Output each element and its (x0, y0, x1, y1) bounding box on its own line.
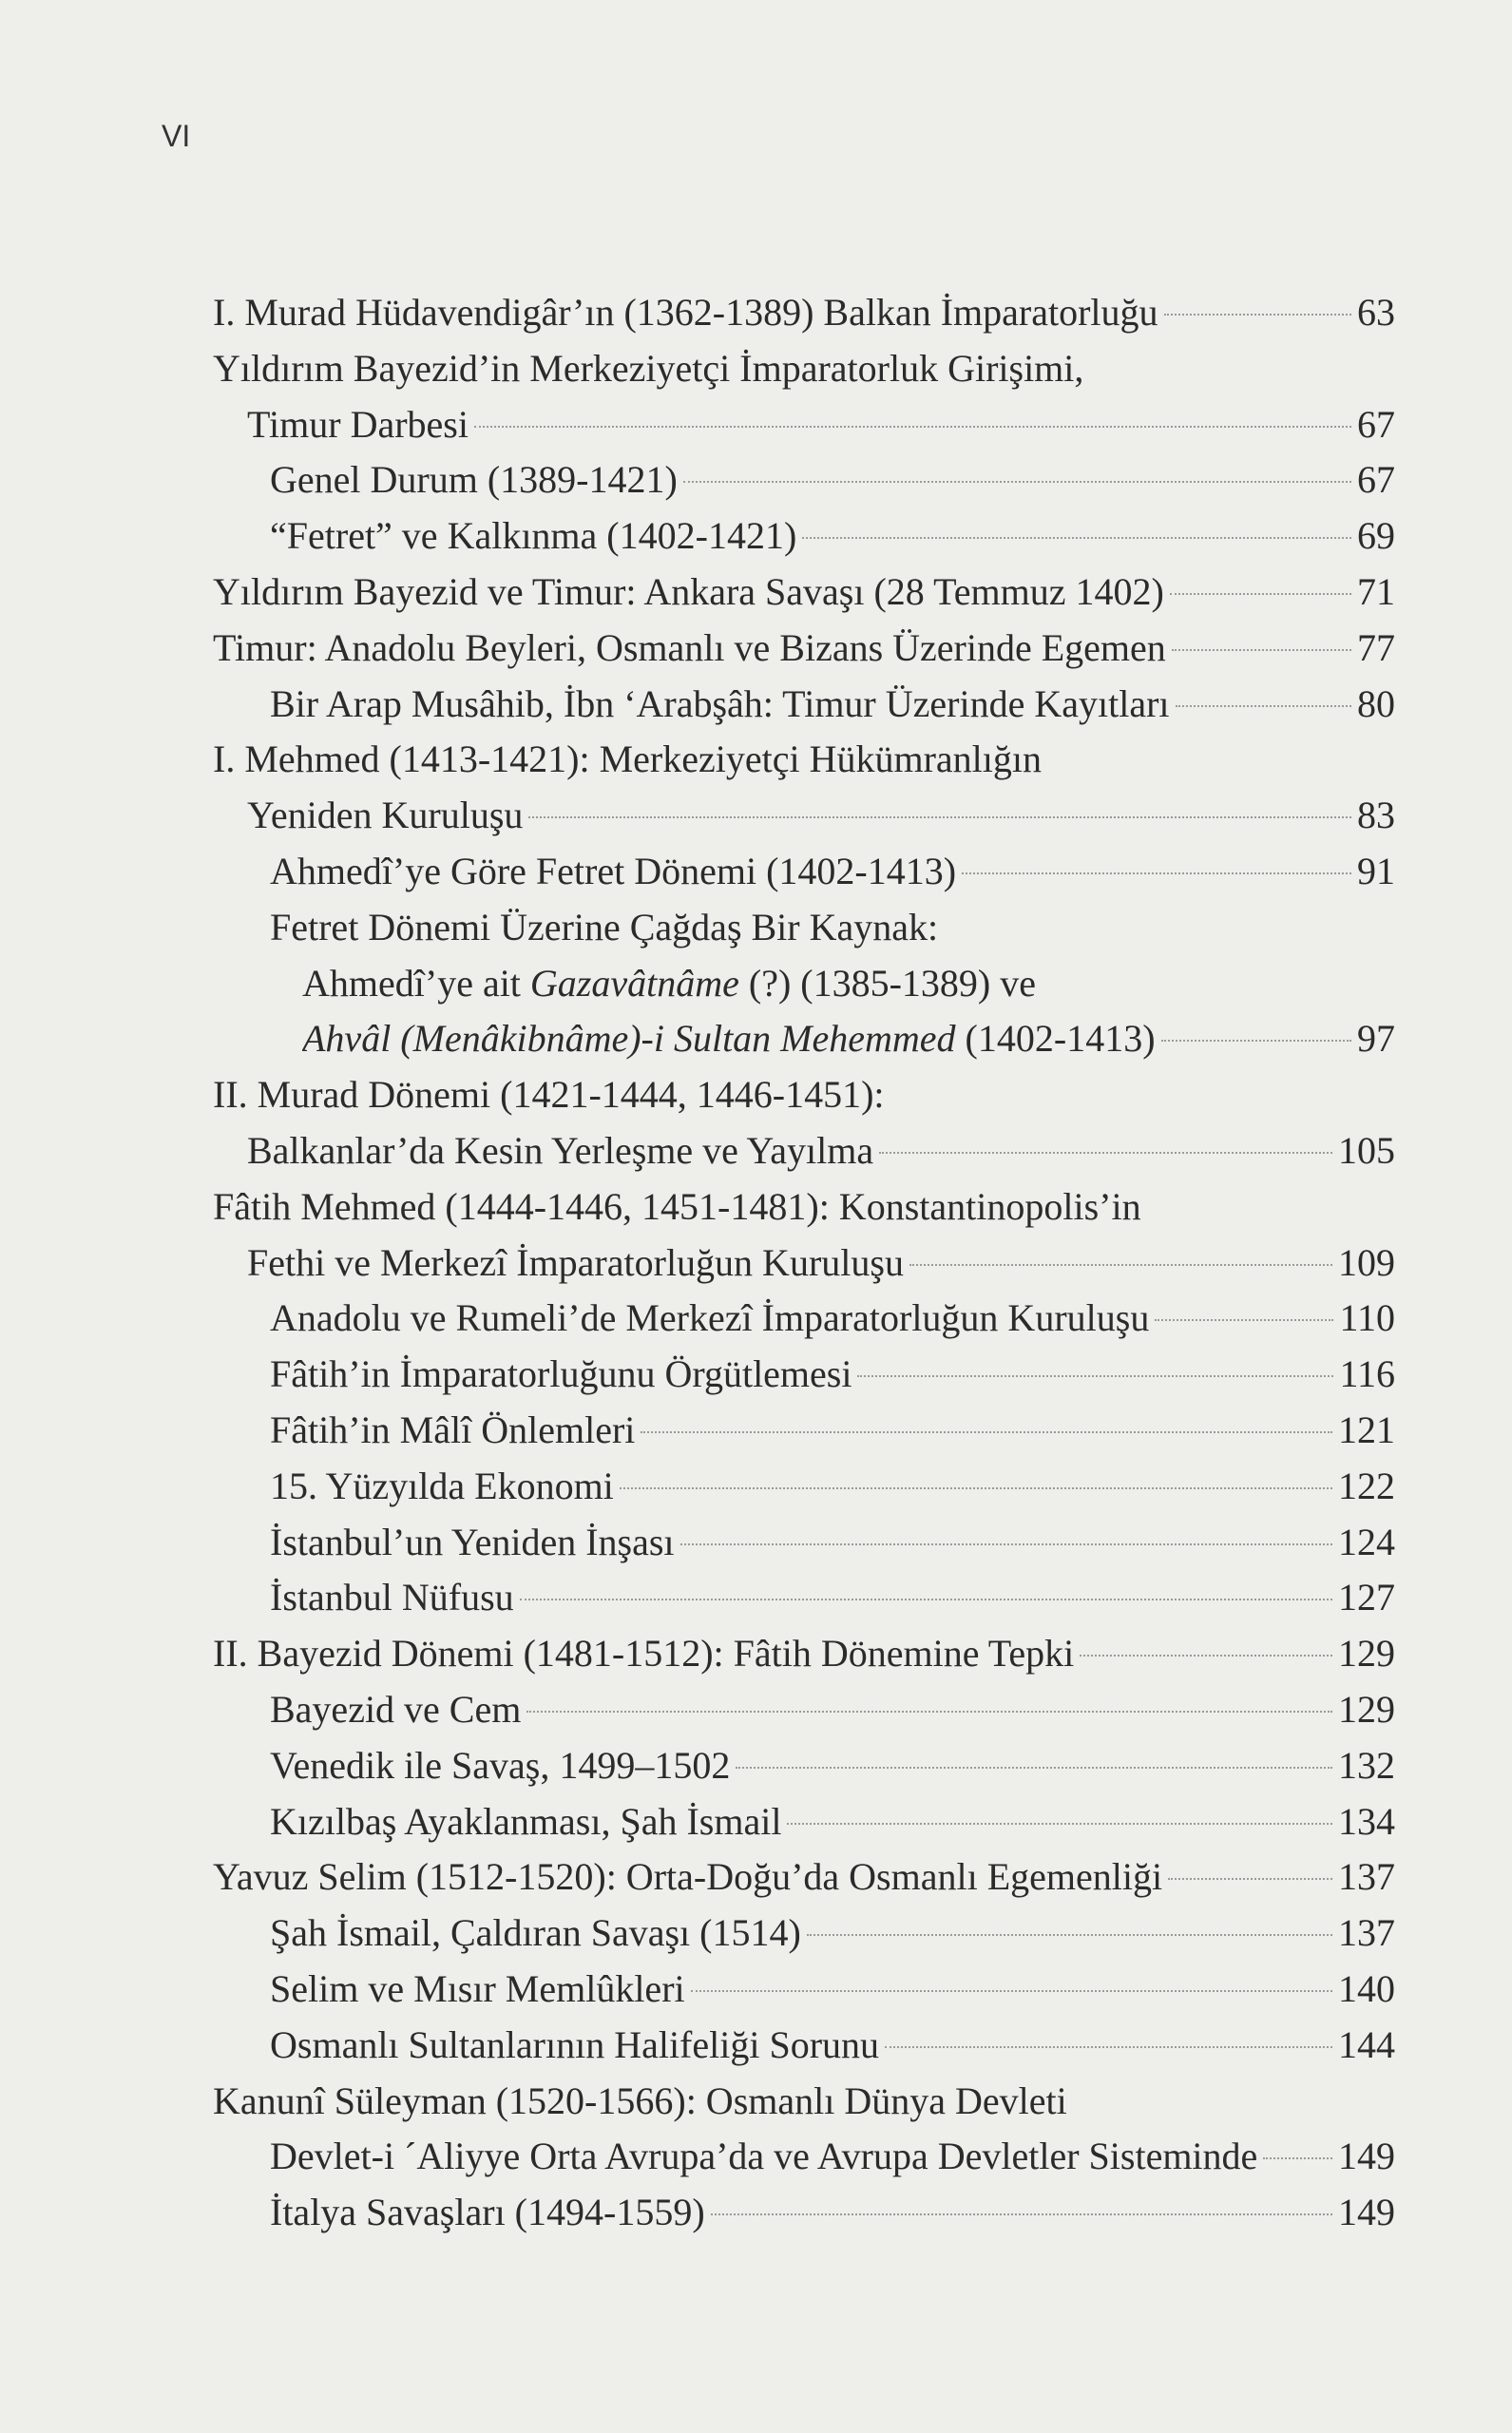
dot-leader (1080, 1655, 1332, 1657)
toc-entry (213, 677, 1395, 733)
toc-entry (213, 788, 1395, 844)
toc-entry-page-number: 63 (1357, 291, 1395, 334)
toc-entry-title: Kızılbaş Ayaklanması, Şah İsmail (270, 1799, 782, 1843)
toc-entry-title: Devlet-i ´Aliyye Orta Avrupa’da ve Avrupa Devletler Sisteminde (270, 2135, 1258, 2178)
toc-entry-title: Ahmedî’ye Göre Fetret Dönemi (1402-1413) (270, 849, 957, 892)
toc-entry-title-italic: Gazavâtnâme (529, 961, 739, 1005)
toc-entry (213, 1849, 1395, 1906)
toc-entry-page-number: 149 (1338, 2191, 1395, 2234)
toc-entry-title: Fetret Dönemi Üzerine Çağdaş Bir Kaynak: (270, 905, 939, 948)
toc-entry-title: Fâtih Mehmed (1444-1446, 1451-1481): Konstantinopolis’in (213, 1184, 1141, 1228)
toc-entry-page-number: 69 (1357, 514, 1395, 558)
toc-entry (213, 1123, 1395, 1179)
dot-leader (711, 2213, 1332, 2215)
toc-entry-title-italic: Ahvâl (Menâkibnâme)-i Sultan Mehemmed (302, 1017, 956, 1061)
toc-entry (213, 1459, 1395, 1515)
dot-leader (879, 1152, 1332, 1154)
dot-leader (1155, 1319, 1333, 1321)
toc-entry-title: Fâtih’in İmparatorluğunu Örgütlemesi (270, 1352, 852, 1396)
toc-entry (213, 1738, 1395, 1794)
toc-entry (213, 732, 1395, 788)
toc-entry (213, 1067, 1395, 1123)
toc-entry-title: I. Mehmed (1413-1421): Merkeziyetçi Hükümranlığın (213, 738, 1042, 781)
dot-leader (1172, 649, 1351, 651)
toc-entry-page-number: 144 (1338, 2022, 1395, 2066)
toc-entry-page-number: 67 (1357, 402, 1395, 446)
toc-entry-page-number: 80 (1357, 681, 1395, 725)
toc-entry-title-part: (?) (1385-1389) ve (738, 961, 1036, 1005)
dot-leader (1170, 593, 1351, 595)
toc-entry (213, 2129, 1395, 2185)
toc-entry (213, 1347, 1395, 1403)
toc-entry (213, 565, 1395, 621)
dot-leader (526, 1711, 1332, 1713)
dot-leader (909, 1264, 1332, 1266)
toc-entry (213, 2185, 1395, 2241)
toc-entry-title: Balkanlar’da Kesin Yerleşme ve Yayılma (247, 1128, 874, 1172)
toc-entry (213, 1570, 1395, 1626)
toc-entry-title (302, 1011, 1156, 1067)
toc-entry-title (302, 956, 1036, 1012)
toc-entry-page-number: 129 (1338, 1687, 1395, 1731)
toc-entry (213, 1794, 1395, 1850)
dot-leader (683, 481, 1351, 483)
toc-entry (213, 1179, 1395, 1236)
dot-leader (620, 1487, 1332, 1489)
toc-entry-page-number: 124 (1338, 1520, 1395, 1563)
toc-entry (213, 1906, 1395, 1962)
toc-entry-title: İstanbul Nüfusu (270, 1576, 514, 1619)
toc-entry-page-number: 137 (1338, 1911, 1395, 1955)
toc-entry-title-part: Ahmedî’ye ait (302, 961, 530, 1005)
dot-leader (857, 1375, 1333, 1377)
toc-entry (213, 844, 1395, 900)
toc-entry (213, 621, 1395, 677)
toc-entry-page-number: 132 (1338, 1743, 1395, 1787)
toc-entry-title: İstanbul’un Yeniden İnşası (270, 1520, 675, 1563)
toc-entry-page-number: 127 (1338, 1576, 1395, 1619)
toc-entry (213, 2018, 1395, 2074)
toc-entry-page-number: 116 (1339, 1352, 1395, 1396)
toc-entry-title: Fâtih’in Mâlî Önlemleri (270, 1408, 636, 1451)
dot-leader (1263, 2157, 1332, 2159)
toc-entry-title-part: (1402-1413) (955, 1017, 1156, 1061)
toc-entry-page-number: 137 (1338, 1855, 1395, 1899)
toc-entry-page-number: 71 (1357, 569, 1395, 613)
toc-entry-title: II. Bayezid Dönemi (1481-1512): Fâtih Dönemine Tepki (213, 1632, 1075, 1676)
page-number: VI (162, 119, 191, 153)
toc-entry-title: Genel Durum (1389-1421) (270, 458, 678, 502)
toc-entry (213, 900, 1395, 956)
dot-leader (1176, 705, 1351, 707)
toc-entry-title: I. Murad Hüdavendigâr’ın (1362-1389) Balkan İmparatorluğu (213, 291, 1158, 334)
toc-entry-page-number: 129 (1338, 1632, 1395, 1676)
toc-entry-title: Yavuz Selim (1512-1520): Orta-Doğu’da Osmanlı Egemenliği (213, 1855, 1163, 1899)
dot-leader (962, 872, 1351, 874)
toc-entry (213, 2074, 1395, 2130)
toc-entry-title: Bir Arap Musâhib, İbn ‘Arabşâh: Timur Üzerinde Kayıtları (270, 681, 1170, 725)
toc-entry (213, 397, 1395, 453)
toc-entry (213, 1291, 1395, 1347)
toc-entry (213, 1962, 1395, 2018)
dot-leader (787, 1823, 1332, 1825)
toc-entry-title: Yıldırım Bayezid’in Merkeziyetçi İmparatorluk Girişimi, (213, 346, 1084, 390)
toc-entry-title: Kanunî Süleyman (1520-1566): Osmanlı Dünya Devleti (213, 2079, 1067, 2122)
toc-entry (213, 285, 1395, 341)
dot-leader (885, 2046, 1332, 2048)
toc-entry-page-number: 140 (1338, 1966, 1395, 2010)
toc-entry-title: Venedik ile Savaş, 1499–1502 (270, 1743, 731, 1787)
toc-entry-page-number: 121 (1338, 1408, 1395, 1451)
toc-entry (213, 1236, 1395, 1292)
toc-entry-title: Anadolu ve Rumeli’de Merkezî İmparatorluğun Kuruluşu (270, 1296, 1150, 1340)
toc-entry-page-number: 149 (1338, 2135, 1395, 2178)
toc-entry-title: Yıldırım Bayezid ve Timur: Ankara Savaşı (28 Temmuz 1402) (213, 569, 1164, 613)
toc-entry (213, 1011, 1395, 1067)
dot-leader (680, 1543, 1332, 1545)
toc-entry-title: Şah İsmail, Çaldıran Savaşı (1514) (270, 1911, 801, 1955)
toc-entry-title: Selim ve Mısır Memlûkleri (270, 1966, 685, 2010)
toc-entry-title: Timur Darbesi (247, 402, 469, 446)
toc-entry-page-number: 109 (1338, 1240, 1395, 1284)
toc-entry (213, 1403, 1395, 1459)
toc-entry-page-number: 77 (1357, 625, 1395, 669)
toc-entry (213, 956, 1395, 1012)
dot-leader (528, 816, 1351, 818)
dot-leader (691, 1990, 1332, 1992)
toc-entry-page-number: 83 (1357, 794, 1395, 837)
dot-leader (1161, 1040, 1351, 1042)
toc-entry (213, 1682, 1395, 1738)
toc-entry (213, 1515, 1395, 1571)
toc-entry-title: II. Murad Dönemi (1421-1444, 1446-1451): (213, 1073, 885, 1117)
toc-entry (213, 508, 1395, 565)
dot-leader (474, 426, 1351, 428)
dot-leader (1168, 1878, 1332, 1880)
toc-entry-title: İtalya Savaşları (1494-1559) (270, 2191, 705, 2234)
dot-leader (802, 537, 1351, 539)
toc-entry-title: Bayezid ve Cem (270, 1687, 522, 1731)
toc-entry-title: Osmanlı Sultanlarının Halifeliği Sorunu (270, 2022, 880, 2066)
toc-entry (213, 452, 1395, 508)
toc-entry-page-number: 67 (1357, 458, 1395, 502)
toc-entry-page-number: 110 (1339, 1296, 1395, 1340)
table-of-contents (213, 285, 1395, 2241)
toc-entry-title: “Fetret” ve Kalkınma (1402-1421) (270, 514, 797, 558)
toc-entry-title: Yeniden Kuruluşu (247, 794, 524, 837)
toc-entry-page-number: 122 (1338, 1464, 1395, 1507)
toc-entry-title: Timur: Anadolu Beyleri, Osmanlı ve Bizans Üzerinde Egemen (213, 625, 1166, 669)
dot-leader (1164, 314, 1351, 316)
dot-leader (520, 1599, 1332, 1600)
toc-entry-title: Fethi ve Merkezî İmparatorluğun Kuruluşu (247, 1240, 904, 1284)
toc-entry-page-number: 91 (1357, 849, 1395, 892)
toc-entry (213, 341, 1395, 397)
dot-leader (641, 1431, 1332, 1433)
toc-entry-page-number: 105 (1338, 1128, 1395, 1172)
toc-entry-page-number: 134 (1338, 1799, 1395, 1843)
toc-entry-page-number: 97 (1357, 1017, 1395, 1061)
dot-leader (807, 1934, 1332, 1936)
toc-entry (213, 1626, 1395, 1682)
toc-entry-title: 15. Yüzyılda Ekonomi (270, 1464, 614, 1507)
dot-leader (736, 1767, 1332, 1769)
